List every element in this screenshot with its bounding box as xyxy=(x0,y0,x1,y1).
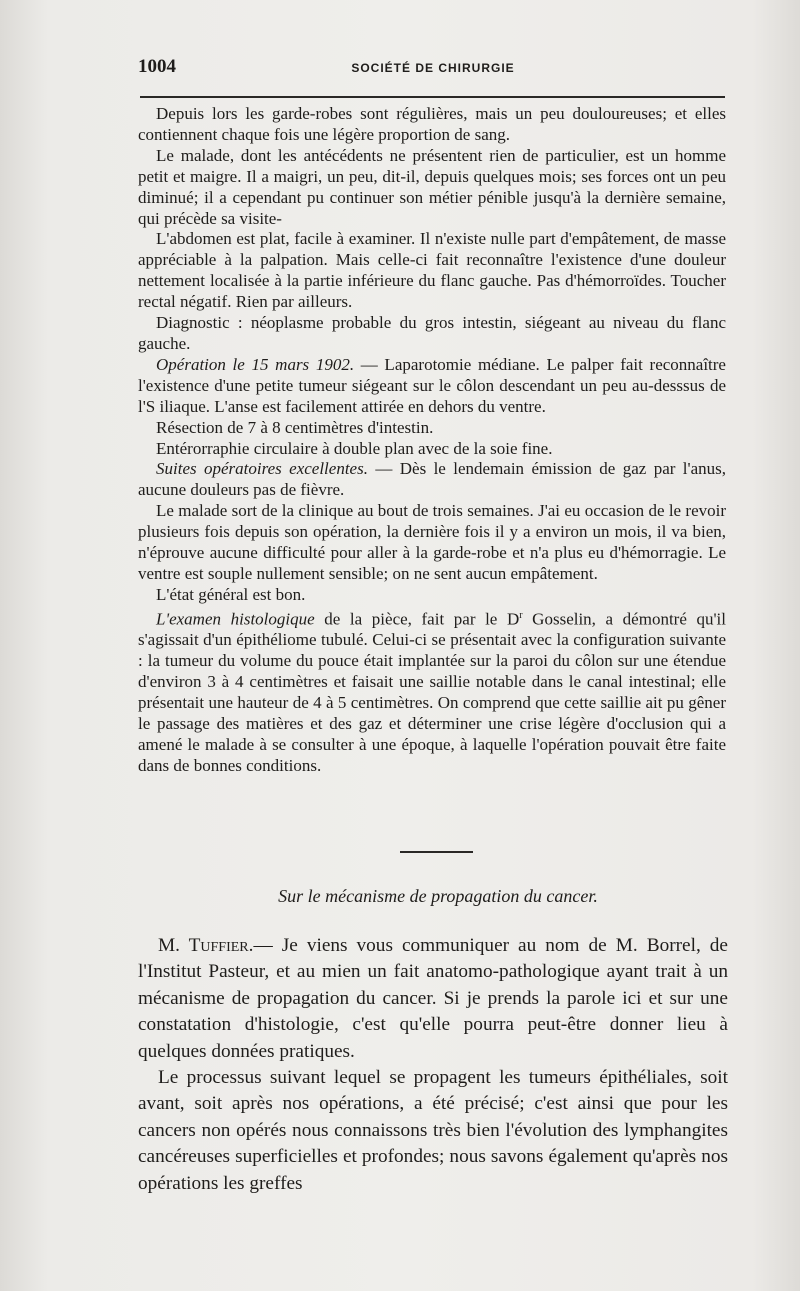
operation-text: — Laparotomie médiane. Le palper fait reconnaître l'existence d'une petite tumeur siégeant sur le côlon descendant un peu au-desssus de l'S iliaque. L'anse est facilement attirée en dehors du ventre. xyxy=(138,354,726,416)
section-separator xyxy=(400,851,473,853)
paragraph: Entérorraphie circulaire à double plan avec de la soie fine. xyxy=(156,438,553,458)
paragraph: Le malade sort de la clinique au bout de trois semaines. J'ai eu occasion de le revoir plusieurs fois depuis son opération, la dernière fois il y a environ un mois, il va bien, n'éprouve aucune difficulté pour aller à la garde-robe et n'a plus eu d'hémorragie. Le ventre est souple nullement sensible; on ne sent aucun empâtement. xyxy=(138,501,726,583)
histology-heading: L'examen histologique xyxy=(156,609,315,629)
paragraph xyxy=(138,459,726,501)
postoperative-text: — Dès le lendemain émission de gaz par l'anus, aucune douleurs pas de fièvre. xyxy=(138,459,727,500)
paragraph xyxy=(138,606,726,777)
running-head xyxy=(138,56,728,80)
paragraph xyxy=(138,355,726,418)
section-title: Sur le mécanisme de propagation du cancer. xyxy=(278,886,598,906)
paragraph xyxy=(138,933,728,1065)
speaker-name: M. Tuffier. xyxy=(158,935,254,956)
paragraph: Résection de 7 à 8 centimètres d'intestin. xyxy=(156,417,434,437)
speaker-text: — Je viens vous communiquer au nom de M. Borrel, de l'Institut Pasteur, et au mien un fait anatomo-pathologique ayant trait à un mécanisme de propagation du cancer. Si je prends la parole ici et sur une constatation d'histologie, c'est qu'elle pourra peut-être donner lieu à quelques données pratiques. xyxy=(138,935,728,1062)
paragraph: L'abdomen est plat, facile à examiner. Il n'existe nulle part d'empâtement, de masse appréciable à la palpation. Mais celle-ci fait reconnaître l'existence d'une douleur nettement localisée à la partie inférieure du flanc gauche. Pas d'hémorroïdes. Toucher rectal négatif. Rien par ailleurs. xyxy=(138,229,726,312)
histology-text-a: de la pièce, fait par le D xyxy=(314,609,520,629)
histology-text-b: Gosselin, a démontré qu'il s'agissait d'un épithéliome tubulé. Celui-ci se présentait avec la configuration suivante : la tumeur du volume du pouce était implantée sur la paroi du côlon sur une étendue d'environ 3 à 4 centimètres et faisait une saillie notable dans le canal intestinal; elle présentait une hauteur de 4 à 5 centimètres. On comprend que cette saillie ait pu gêner le passage des matières et des gaz et déterminer une crise légère d'occlusion qui a amené le malade à se consulter à une époque, à laquelle l'opération pouvait être faite dans de bonnes conditions. xyxy=(138,609,726,775)
paragraph: L'état général est bon. xyxy=(156,584,306,604)
journal-title: SOCIÉTÉ DE CHIRURGIE xyxy=(351,61,515,75)
section-text xyxy=(138,933,728,1197)
paragraph: Le malade, dont les antécédents ne présentent rien de particulier, est un homme petit et maigre. Il a maigri, un peu, dit-il, depuis quelques mois; ses forces ont un peu diminué; il a cependant pu continuer son métier pénible jusqu'à la dernière semaine, qui précède sa visite- xyxy=(138,145,726,228)
paragraph: Depuis lors les garde-robes sont régulières, mais un peu douloureuses; et elles contiennent chaque fois une légère proportion de sang. xyxy=(138,104,726,144)
page-number: 1004 xyxy=(138,56,176,77)
postoperative-heading: Suites opératoires excellentes. xyxy=(156,459,368,479)
paragraph: Diagnostic : néoplasme probable du gros intestin, siégeant au niveau du flanc gauche. xyxy=(138,313,726,353)
header-rule xyxy=(140,96,725,98)
case-report-text xyxy=(138,104,726,777)
paragraph: Le processus suivant lequel se propagent les tumeurs épithéliales, soit avant, soit après nos opérations, a été précisé; c'est ainsi que pour les cancers non opérés nous connaissons très bien l'évolution des lymphangites cancéreuses superficielles et profondes; nous savons également qu'après nos opérations les greffes xyxy=(138,1067,728,1194)
operation-date: Opération le 15 mars 1902. xyxy=(156,354,355,374)
doctor-abbrev-sup: r xyxy=(519,609,523,621)
